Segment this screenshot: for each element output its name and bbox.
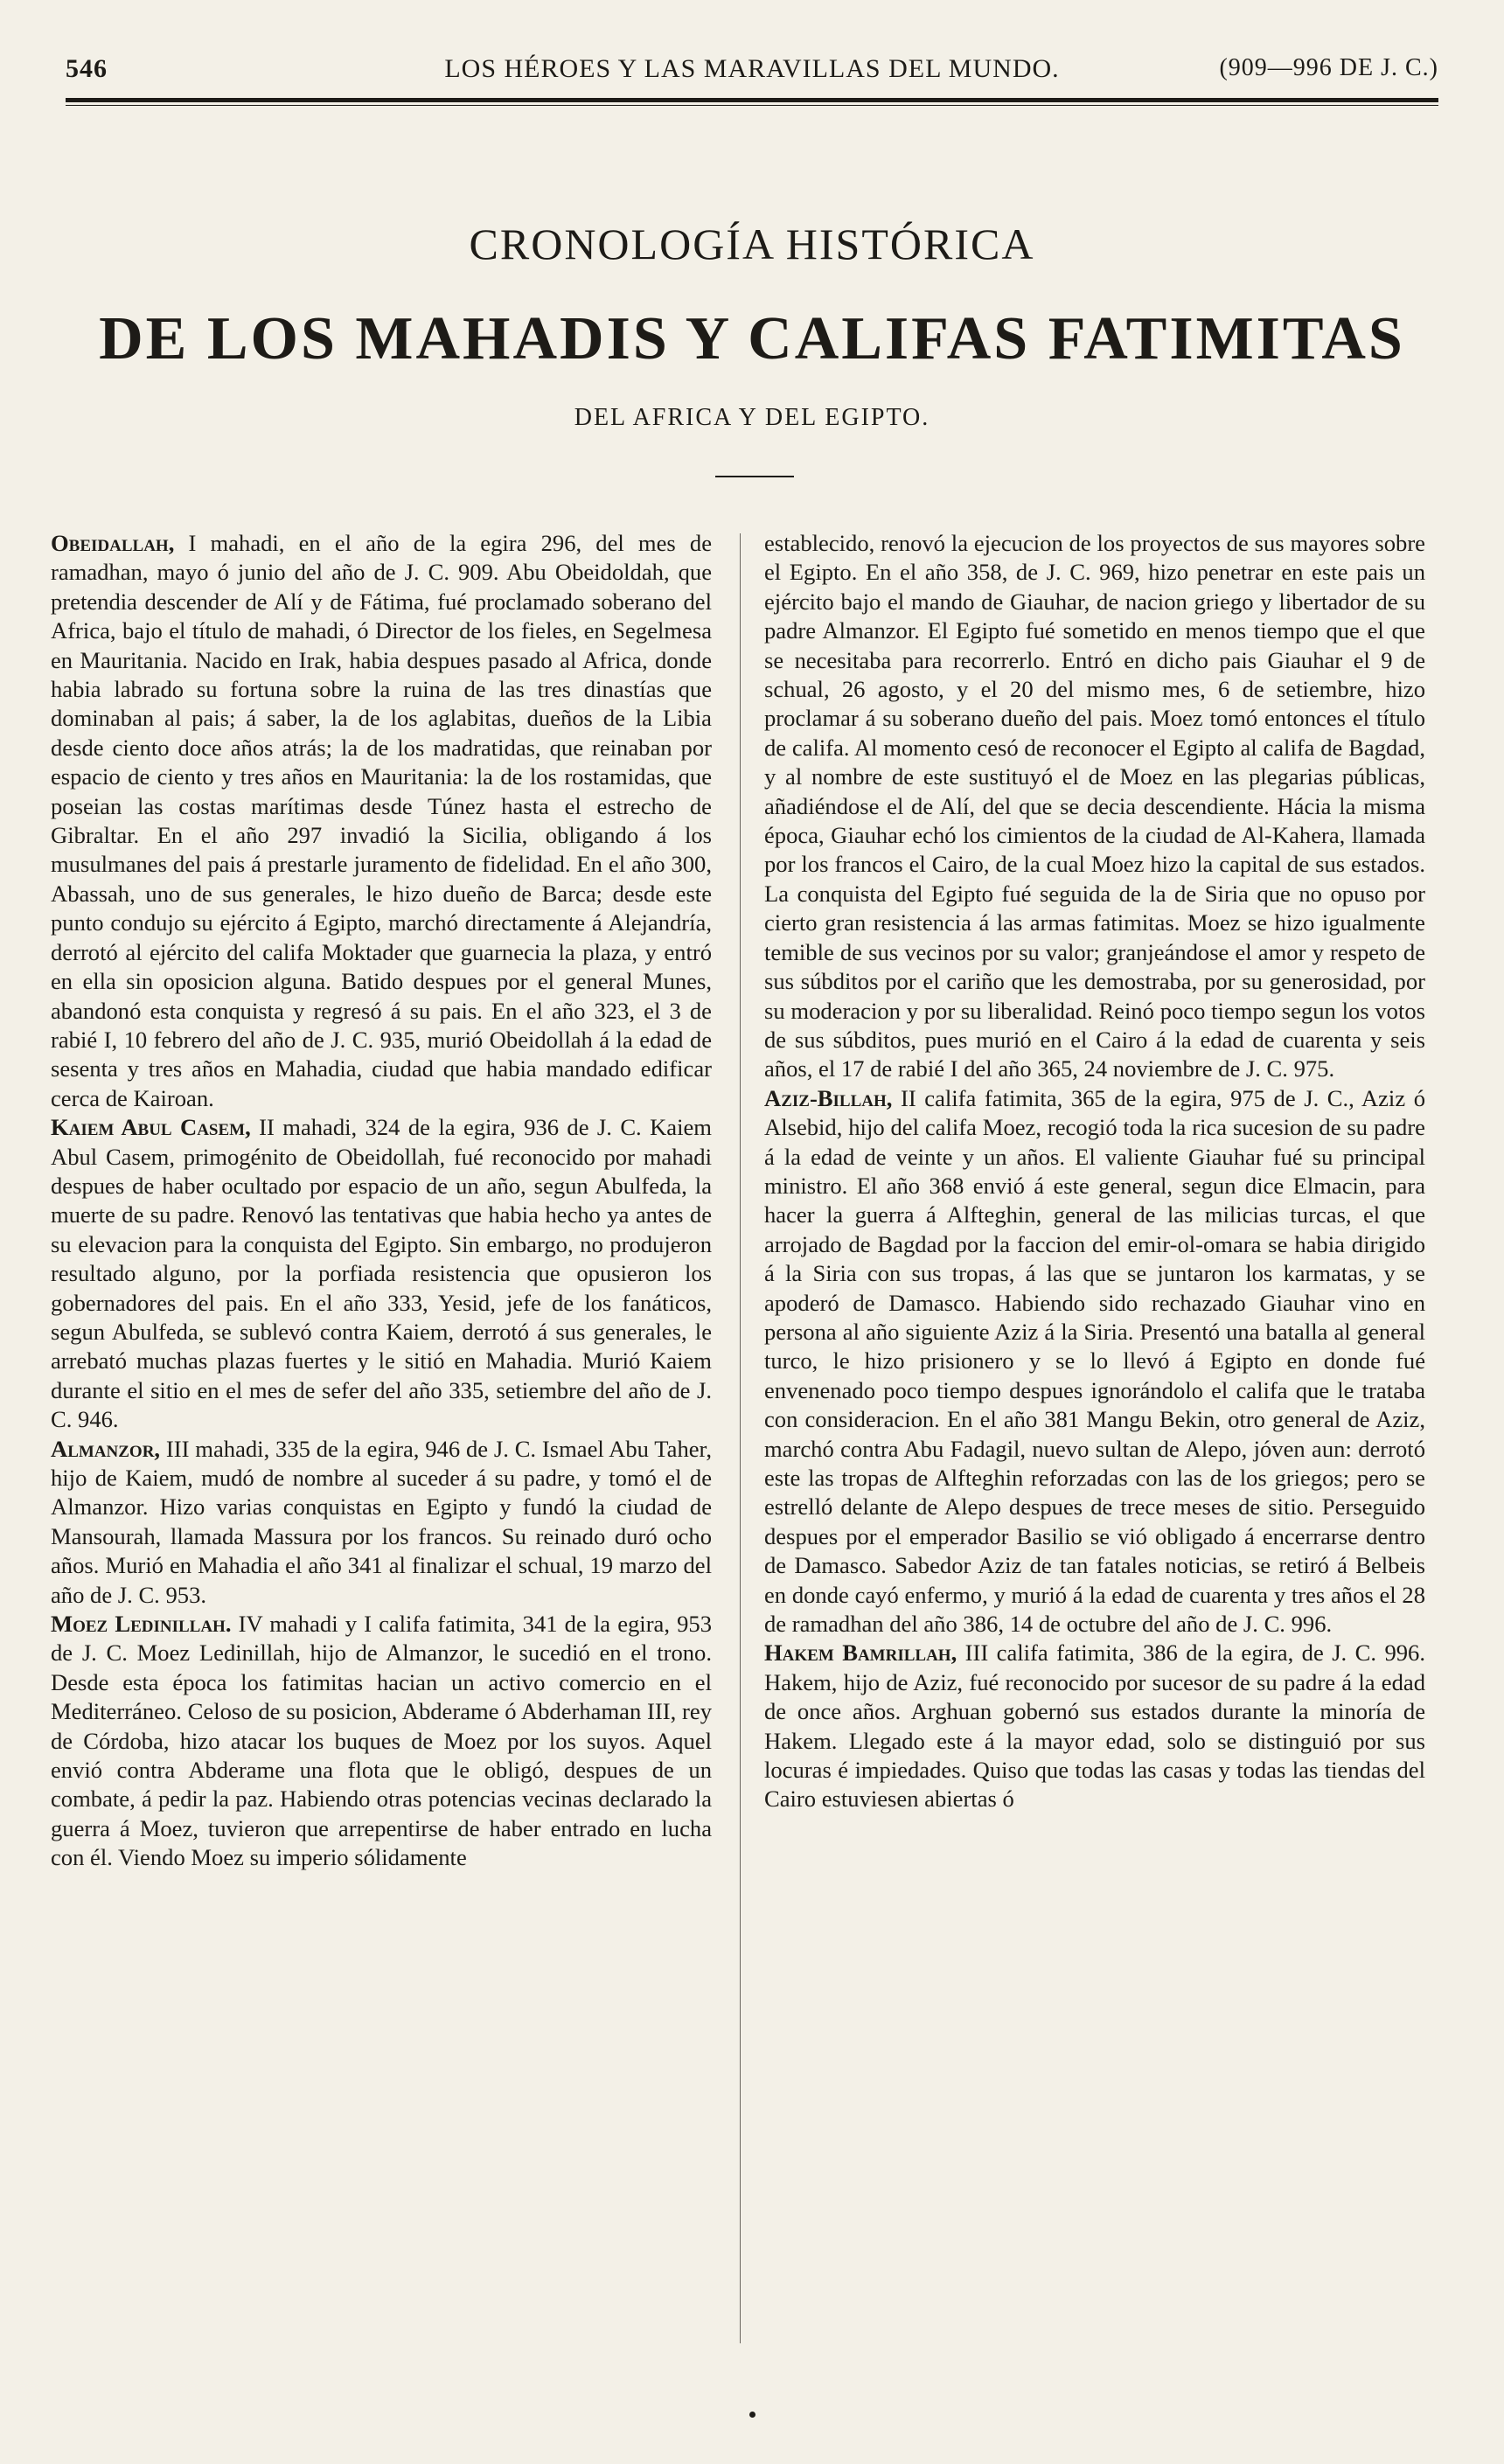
right-column bbox=[764, 529, 1425, 2348]
header-rule-thick bbox=[66, 98, 1438, 102]
running-title: LOS HÉROES Y LAS MARAVILLAS DEL MUNDO. bbox=[444, 54, 1060, 83]
title-line-2: DE LOS MAHADIS Y CALIFAS FATIMITAS bbox=[99, 305, 1405, 372]
entry-name: Moez Ledinillah. bbox=[51, 1611, 232, 1638]
entry-text: IV mahadi y I califa fatimita, 341 de la egira, 953 de J. C. Moez Ledinillah, hijo de Almanzor, le sucedió en el trono. Desde esta época los fatimitas hacian un activo comercio en el Mediterráneo. Celoso de su posicion, Abderame ó Abderhaman III, rey de Córdoba, hizo atacar los buques de Moez por los suyos. Aquel envió contra Abderame una flota que le obligó, despues de un combate, á pedir la paz. Habiendo otras potencias vecinas declarado la guerra á Moez, tuvieron que arrepentirse de haber entrado en lucha con él. Viendo Moez su imperio sólidamente bbox=[51, 1611, 712, 1871]
entry-name: Almanzor, bbox=[51, 1435, 161, 1462]
running-head bbox=[66, 45, 1438, 89]
entry-name: Hakem Bamrillah, bbox=[764, 1639, 957, 1667]
entry-paragraph bbox=[51, 1610, 712, 1873]
entry-paragraph bbox=[51, 1435, 712, 1610]
entry-text: II califa fatimita, 365 de la egira, 975 de J. C., Aziz ó Alsebid, hijo del califa Moez, recogió toda la rica sucesion de su padre á la edad de veinte y un años. El valiente Giauhar fué su principal ministro. El año 368 envió á este general, segun dice Elmacin, para hacer la guerra á Alfteghin, general de las milicias turcas, el que arrojado de Bagdad por la faccion del emir-ol-omara se habia dirigido á la Siria con sus tropas, á las que se juntaron los karmatas, y se apoderó de Damasco. Habiendo sido rechazado Giauhar vino en persona al año siguiente Aziz á la Siria. Presentó una batalla al general turco, le hizo prisionero y se lo llevó á Egipto en donde fué envenenado poco tiempo despues ignorándolo el califa que le trataba con consideracion. En el año 381 Mangu Bekin, otro general de Aziz, marchó contra Abu Fadagil, nuevo sultan de Alepo, jóven aun: derrotó este las tropas de Alfteghin reforzadas con las de los griegos; pero se estrelló delante de Alepo despues de trece meses de sitio. Perseguido despues por el emperador Basilio se vió obligado á encerrarse dentro de Damasco. Sabedor Aziz de tan fatales noticias, se retiró á Belbeis en donde cayó enfermo, y murió á la edad de cuarenta y tres años el 28 de ramadhan del año 386, 14 de octubre del año de J. C. 996. bbox=[764, 1084, 1425, 1638]
title-line-3: DEL AFRICA Y DEL EGIPTO. bbox=[574, 404, 930, 431]
entry-text: III califa fatimita, 386 de la egira, de J. C. 996. Hakem, hijo de Aziz, fué reconocido por sucesor de su padre á la edad de once años. Arghuan gobernó sus estados durante la minoría de Hakem. Llegado este á la mayor edad, solo se distinguió por sus locuras é impiedades. Quiso que todas las casas y todas las tiendas del Cairo estuviesen abiertas ó bbox=[764, 1639, 1425, 1813]
entry-text: establecido, renovó la ejecucion de los proyectos de sus mayores sobre el Egipto. En el año 358, de J. C. 969, hizo penetrar en este pais un ejército bajo el mando de Giauhar, de nacion griego y libertador de su padre Almanzor. El Egipto fué sometido en menos tiempo que el que se necesitaba para recorrerlo. Entró en dicho pais Giauhar el 9 de schual, 26 agosto, y el 20 del mismo mes, 6 de setiembre, hizo proclamar á su soberano dueño del pais. Moez tomó entonces el título de califa. Al momento cesó de reconocer el Egipto al califa de Bagdad, y al nombre de este sustituyó el de Moez en las plegarias públicas, añadiéndose el de Alí, del que se decia descendiente. Hácia la misma época, Giauhar echó los cimientos de la ciudad de Al-Kahera, llamada por los francos el Cairo, de la cual Moez hizo la capital de sus estados. La conquista del Egipto fué seguida de la de Siria que no opuso por cierto gran resistencia á las armas fatimitas. Moez se hizo igualmente temible de sus vecinos por su valor; granjeándose el amor y respeto de sus súbditos por el cariño que les demostraba, por su generosidad, por su moderacion y por su liberalidad. Reinó poco tiempo segun los votos de sus súbditos, pues murió en el Cairo á la edad de cuarenta y seis años, el 17 de rabié I del año 365, 24 noviembre de J. C. 975. bbox=[764, 530, 1425, 1082]
entry-paragraph bbox=[764, 1084, 1425, 1639]
entry-paragraph bbox=[51, 529, 712, 1113]
footer-dot bbox=[749, 2412, 755, 2418]
title-line-1: CRONOLOGÍA HISTÓRICA bbox=[469, 219, 1035, 268]
left-column bbox=[51, 529, 712, 2348]
entry-name: Obeidallah, bbox=[51, 530, 175, 556]
entry-name: Kaiem Abul Casem, bbox=[51, 1114, 251, 1141]
column-divider bbox=[740, 533, 741, 2343]
date-range: (909—996 DE J. C.) bbox=[1219, 54, 1438, 81]
entry-text: III mahadi, 335 de la egira, 946 de J. C. Ismael Abu Taher, hijo de Kaiem, mudó de nombre al suceder á su padre, y tomó el de Almanzor. Hizo varias conquistas en Egipto y fundó la ciudad de Mansourah, llamada Massura por los francos. Su reinado duró ocho años. Murió en Mahadia el año 341 al finalizar el schual, 19 marzo del año de J. C. 953. bbox=[51, 1435, 712, 1608]
entry-paragraph bbox=[51, 1113, 712, 1434]
entry-text: I mahadi, en el año de la egira 296, del mes de ramadhan, mayo ó junio del año de J. C. 909. Abu Obeidoldah, que pretendia descender de Alí y de Fátima, fué proclamado soberano del Africa, bajo el título de mahadi, ó Director de los fieles, en Segelmesa en Mauritania. Nacido en Irak, habia despues pasado al Africa, donde habia labrado su fortuna sobre la ruina de las tres dinastías que dominaban al pais; á saber, la de los aglabitas, dueños de la Libia desde ciento doce años atrás; la de los madratidas, que reinaban por espacio de ciento y tres años en Mauritania: la de los rostamidas, que poseian las costas marítimas desde Túnez hasta el estrecho de Gibraltar. En el año 297 invadió la Sicilia, obligando á los musulmanes del pais á prestarle juramento de fidelidad. En el año 300, Abassah, uno de sus generales, le hizo dueño de Barca; desde este punto condujo su ejército á Egipto, marchó directamente á Alejandría, derrotó al ejército del califa Moktader que guarnecia la plaza, y entró en ella sin oposicion alguna. Batido despues por el general Munes, abandonó esta conquista y regresó á su pais. En el año 323, el 3 de rabié I, 10 febrero del año de J. C. 935, murió Obeidollah á la edad de sesenta y tres años en Mahadia, ciudad que habia mandado edificar cerca de Kairoan. bbox=[51, 530, 712, 1111]
page-number: 546 bbox=[66, 54, 108, 83]
entry-paragraph bbox=[764, 1639, 1425, 1813]
header-rule-thin bbox=[66, 105, 1438, 106]
title-divider bbox=[715, 476, 794, 477]
entry-text: II mahadi, 324 de la egira, 936 de J. C. Kaiem Abul Casem, primogénito de Obeidollah, fué reconocido por mahadi despues de haber ocultado por espacio de un año, segun Abulfeda, la muerte de su padre. Renovó las tentativas que habia hecho ya antes de su elevacion para la conquista del Egipto. Sin embargo, no produjeron resultado alguno, por la porfiada resistencia que opusieron los gobernadores del pais. En el año 333, Yesid, jefe de los fanáticos, segun Abulfeda, se sublevó contra Kaiem, derrotó á sus generales, le arrebató muchas plazas fuertes y le sitió en Mahadia. Murió Kaiem durante el sitio en el mes de sefer del año 335, setiembre del año de J. C. 946. bbox=[51, 1114, 712, 1433]
entry-paragraph bbox=[764, 529, 1425, 1084]
entry-name: Aziz-Billah, bbox=[764, 1084, 893, 1111]
